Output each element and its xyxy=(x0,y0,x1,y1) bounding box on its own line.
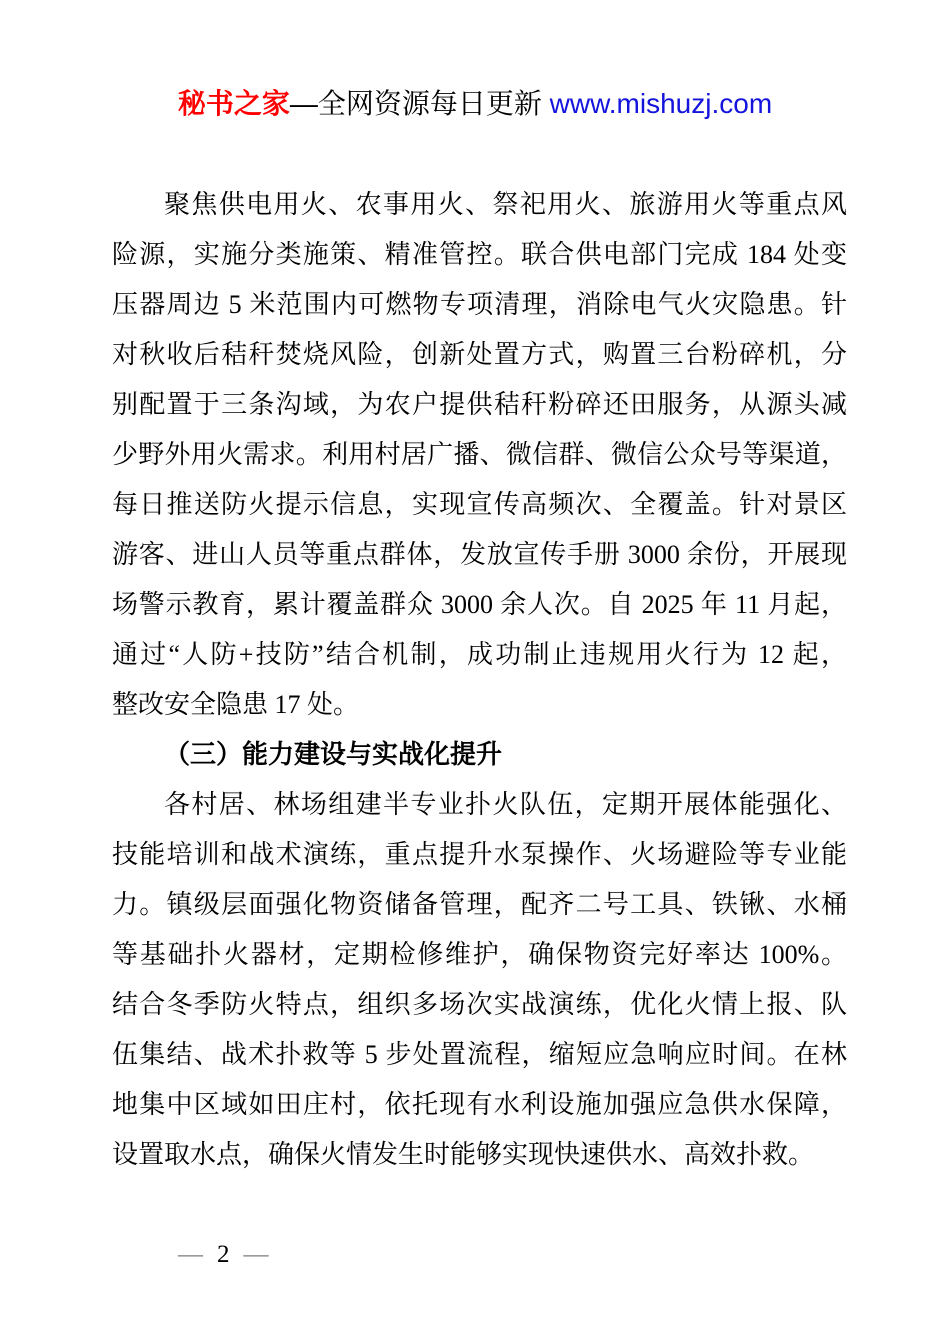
section-heading: （三）能力建设与实战化提升 xyxy=(164,740,503,769)
text-line: 聚焦供电用火、农事用火、祭祀用火、旅游用火等重点风 xyxy=(164,190,847,219)
text-line: 设置取水点，确保火情发生时能够实现快速供水、高效扑救。 xyxy=(112,1140,815,1169)
page-number: 2 xyxy=(217,1241,230,1268)
text-line: 少野外用火需求。利用村居广播、微信群、微信公众号等渠道， xyxy=(112,440,847,469)
footer-right-dash: — xyxy=(243,1241,269,1268)
text-line: 等基础扑火器材，定期检修维护，确保物资完好率达 100%。 xyxy=(112,940,847,969)
text-line: 别配置于三条沟域，为农户提供秸秆粉碎还田服务，从源头减 xyxy=(112,390,847,419)
text-line: 游客、进山人员等重点群体，发放宣传手册 3000 余份，开展现 xyxy=(112,540,847,569)
text-line: 通过“人防+技防”结合机制，成功制止违规用火行为 12 起， xyxy=(112,640,847,669)
text-line: 每日推送防火提示信息，实现宣传高频次、全覆盖。针对景区 xyxy=(112,490,847,519)
document-body xyxy=(112,180,847,1180)
site-tagline: —全网资源每日更新 xyxy=(289,88,550,119)
site-brand: 秘书之家 xyxy=(177,88,290,119)
site-url[interactable]: www.mishuzj.com xyxy=(549,88,773,119)
text-line: 力。镇级层面强化物资储备管理，配齐二号工具、铁锹、水桶 xyxy=(112,890,847,919)
text-line: 压器周边 5 米范围内可燃物专项清理，消除电气火灾隐患。针 xyxy=(112,290,847,319)
text-line: 整改安全隐患 17 处。 xyxy=(112,690,360,719)
text-line: 技能培训和战术演练，重点提升水泵操作、火场避险等专业能 xyxy=(112,840,847,869)
site-header xyxy=(0,84,950,125)
text-line: 伍集结、战术扑救等 5 步处置流程，缩短应急响应时间。在林 xyxy=(112,1040,847,1069)
text-line: 险源，实施分类施策、精准管控。联合供电部门完成 184 处变 xyxy=(112,240,847,269)
footer-left-dash: — xyxy=(178,1241,203,1268)
text-line: 地集中区域如田庄村，依托现有水利设施加强应急供水保障， xyxy=(112,1090,847,1119)
text-line: 各村居、林场组建半专业扑火队伍，定期开展体能强化、 xyxy=(164,790,847,819)
text-line: 场警示教育，累计覆盖群众 3000 余人次。自 2025 年 11 月起， xyxy=(112,590,847,619)
text-line: 结合冬季防火特点，组织多场次实战演练，优化火情上报、队 xyxy=(112,990,847,1019)
text-line: 对秋收后秸秆焚烧风险，创新处置方式，购置三台粉碎机，分 xyxy=(112,340,847,369)
page-footer xyxy=(178,1240,269,1270)
